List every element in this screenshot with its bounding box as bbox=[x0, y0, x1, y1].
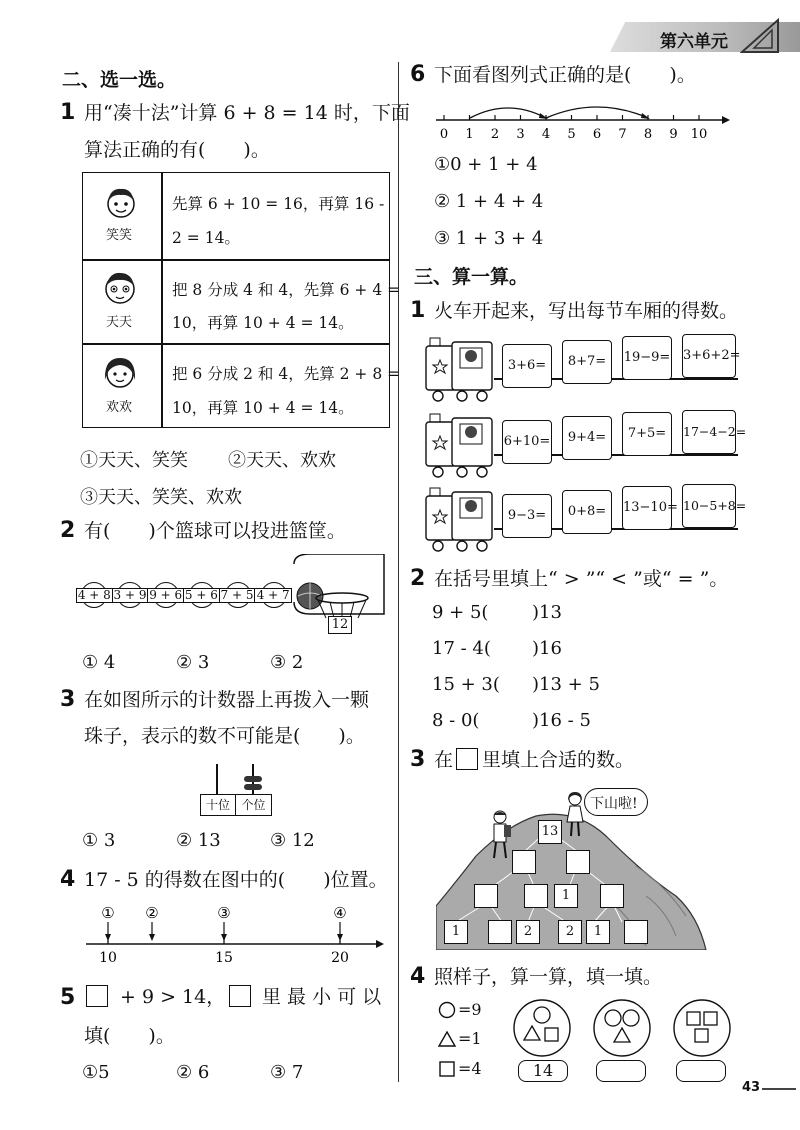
train-car: 9−3= bbox=[502, 494, 552, 538]
ball-expression-strip bbox=[76, 588, 292, 603]
option[interactable]: ② 13 bbox=[176, 830, 221, 851]
option[interactable]: ② 6 bbox=[176, 1062, 210, 1083]
pyramid-box[interactable] bbox=[566, 850, 590, 874]
compare-left: 15 + 3( bbox=[432, 674, 500, 695]
question-text: 照样子，算一算，填一填。 bbox=[434, 966, 663, 988]
ball-expression: 3 + 9 bbox=[113, 588, 147, 602]
method-text: 10，再算 10 + 4 = 14。 bbox=[172, 399, 354, 417]
method-text: 2 = 14。 bbox=[172, 229, 240, 247]
train-car: 3+6= bbox=[502, 344, 552, 388]
question-number: 4 bbox=[60, 867, 76, 892]
ball-expression: 7 + 5 bbox=[220, 588, 254, 602]
legend-value: =1 bbox=[458, 1029, 482, 1048]
legend-value: =4 bbox=[458, 1059, 482, 1078]
train-car: 9+4= bbox=[562, 416, 612, 460]
shape-group-2 bbox=[592, 998, 652, 1058]
answer-box[interactable] bbox=[86, 985, 108, 1007]
option[interactable]: ①5 bbox=[82, 1062, 110, 1083]
tick-label: 10 bbox=[99, 950, 117, 966]
train bbox=[422, 484, 747, 556]
compare-right: )13 bbox=[532, 602, 562, 623]
option[interactable]: ②天天、欢欢 bbox=[228, 450, 336, 471]
question-text: 有( )个篮球可以投进篮筐。 bbox=[84, 520, 346, 542]
option[interactable]: ② 3 bbox=[176, 652, 210, 673]
marker-label: ② bbox=[145, 904, 159, 922]
option[interactable]: ③ 7 bbox=[270, 1062, 304, 1083]
page-number-rule bbox=[762, 1088, 796, 1090]
train-car: 7+5= bbox=[622, 412, 672, 456]
page-number: 43 bbox=[742, 1080, 761, 1095]
pyramid-box[interactable] bbox=[474, 884, 498, 908]
option[interactable]: ③ 2 bbox=[270, 652, 304, 673]
compare-right: )16 - 5 bbox=[532, 710, 591, 731]
place-label-ones: 个位 bbox=[241, 798, 266, 812]
circle-icon bbox=[438, 1001, 456, 1019]
question-number: 1 bbox=[60, 100, 76, 125]
question-text: 里 最 小 可 以 bbox=[262, 986, 382, 1008]
method-text: 10，再算 10 + 4 = 14。 bbox=[172, 314, 354, 332]
question-number: 5 bbox=[60, 985, 76, 1010]
number-line-q6 bbox=[432, 96, 732, 146]
train-car: 10−5+8= bbox=[682, 484, 736, 528]
locomotive bbox=[422, 334, 494, 406]
question-text: 里填上合适的数。 bbox=[482, 749, 635, 771]
question-text: + 9 > 14， bbox=[120, 986, 226, 1008]
train-car: 8+7= bbox=[562, 340, 612, 384]
train bbox=[422, 334, 742, 406]
pyramid-box[interactable] bbox=[488, 920, 512, 944]
compare-left: 9 + 5( bbox=[432, 602, 489, 623]
pyramid-box[interactable] bbox=[512, 850, 536, 874]
compare-right: )16 bbox=[532, 638, 562, 659]
tick-label: 7 bbox=[618, 127, 627, 142]
answer-box-icon bbox=[456, 748, 478, 770]
abacus-bead bbox=[244, 776, 262, 782]
tick-label: 10 bbox=[690, 127, 708, 142]
question-text: 珠子，表示的数不可能是( )。 bbox=[84, 725, 365, 747]
tick-label: 0 bbox=[439, 127, 449, 142]
option[interactable]: ① 4 bbox=[82, 652, 116, 673]
pyramid-box[interactable] bbox=[624, 920, 648, 944]
pyramid-box[interactable] bbox=[600, 884, 624, 908]
kid-name: 天天 bbox=[106, 315, 133, 330]
option[interactable]: ② 1 + 4 + 4 bbox=[434, 191, 544, 212]
hiker-boy-icon bbox=[486, 810, 514, 860]
shape-group-1 bbox=[512, 998, 572, 1058]
question-number: 3 bbox=[410, 747, 426, 772]
question-text: 在 bbox=[434, 749, 454, 771]
unit-title: 第六单元 bbox=[660, 32, 728, 52]
question-number: 2 bbox=[410, 566, 426, 591]
answer-pill[interactable] bbox=[676, 1060, 726, 1082]
question-text: 用“凑十法”计算 6 + 8 = 14 时，下面 bbox=[84, 102, 410, 124]
tick-label: 4 bbox=[541, 127, 551, 142]
question-text: 填( )。 bbox=[84, 1025, 175, 1047]
question-text: 下面看图列式正确的是( )。 bbox=[434, 64, 696, 86]
legend-value: =9 bbox=[458, 1000, 482, 1019]
train-car: 13−10= bbox=[622, 486, 672, 530]
tiantian-avatar bbox=[102, 270, 138, 306]
tick-label: 9 bbox=[669, 127, 678, 142]
option[interactable]: ① 3 bbox=[82, 830, 116, 851]
place-label-tens: 十位 bbox=[201, 795, 236, 815]
question-number: 6 bbox=[410, 62, 426, 87]
tick-label: 2 bbox=[490, 127, 500, 142]
section-title-calc: 三、算一算。 bbox=[414, 266, 529, 288]
question-number: 4 bbox=[410, 964, 426, 989]
locomotive bbox=[422, 410, 494, 482]
method-text: 先算 6 + 10 = 16，再算 16 - bbox=[172, 195, 385, 213]
question-number: 1 bbox=[410, 298, 426, 323]
compare-left: 17 - 4( bbox=[432, 638, 491, 659]
ball-expression: 4 + 8 bbox=[77, 588, 111, 602]
pyramid-box: 2 bbox=[558, 920, 582, 944]
ball-expression: 5 + 6 bbox=[184, 588, 218, 602]
train-car: 19−9= bbox=[622, 336, 672, 380]
ball-expression: 4 + 7 bbox=[256, 588, 290, 602]
speech-text: 下山啦! bbox=[590, 796, 638, 812]
pyramid-box: 1 bbox=[586, 920, 610, 944]
triangle-icon bbox=[438, 1030, 456, 1048]
tick-label: 8 bbox=[643, 127, 653, 142]
train bbox=[422, 410, 747, 482]
option[interactable]: ③ 12 bbox=[270, 830, 315, 851]
tick-label: 6 bbox=[592, 127, 602, 142]
question-text: 在括号里填上“ > ”“ < ”或“ = ”。 bbox=[434, 568, 729, 590]
shape-group-3 bbox=[672, 998, 732, 1058]
compare-right: )13 + 5 bbox=[532, 674, 600, 695]
marker-label: ③ bbox=[217, 904, 231, 922]
tick-label: 1 bbox=[465, 127, 474, 142]
square-icon bbox=[438, 1060, 456, 1078]
option[interactable]: ③ 1 + 3 + 4 bbox=[434, 228, 544, 249]
xiaoxiao-avatar bbox=[104, 186, 138, 220]
tick-label: 5 bbox=[567, 127, 576, 142]
pyramid-box: 2 bbox=[516, 920, 540, 944]
train-car: 6+10= bbox=[502, 420, 552, 464]
section-title-choose: 二、选一选。 bbox=[62, 69, 177, 91]
method-text: 把 6 分成 2 和 4，先算 2 + 8 = bbox=[172, 365, 401, 383]
question-text: 火车开起来，写出每节车厢的得数。 bbox=[434, 300, 739, 322]
tick-label: 20 bbox=[331, 950, 349, 966]
marker-label: ① bbox=[101, 904, 115, 922]
pyramid-box: 1 bbox=[444, 920, 468, 944]
abacus bbox=[200, 764, 272, 820]
train-car: 0+8= bbox=[562, 490, 612, 534]
hoop-label: 12 bbox=[328, 616, 352, 634]
pyramid-box: 13 bbox=[538, 820, 562, 844]
marker-label: ④ bbox=[333, 904, 347, 922]
question-text: 17 - 5 的得数在图中的( )位置。 bbox=[84, 869, 388, 891]
answer-box[interactable] bbox=[229, 985, 251, 1007]
tick-label: 3 bbox=[516, 127, 525, 142]
kid-name: 笑笑 bbox=[106, 228, 133, 243]
answer-pill[interactable]: 14 bbox=[518, 1060, 568, 1082]
option[interactable]: ③天天、笑笑、欢欢 bbox=[80, 487, 242, 508]
question-text: 算法正确的有( )。 bbox=[84, 139, 270, 161]
question-number: 2 bbox=[60, 518, 76, 543]
ball-expression: 9 + 6 bbox=[149, 588, 183, 602]
pyramid-box: 1 bbox=[554, 884, 578, 908]
kid-name: 欢欢 bbox=[106, 400, 133, 415]
pyramid-box[interactable] bbox=[524, 884, 548, 908]
question-number: 3 bbox=[60, 687, 76, 712]
column-divider bbox=[398, 62, 399, 1082]
answer-pill[interactable] bbox=[596, 1060, 646, 1082]
huanhuan-avatar bbox=[102, 354, 138, 392]
number-line-q4 bbox=[80, 900, 390, 970]
compare-left: 8 - 0( bbox=[432, 710, 480, 731]
locomotive bbox=[422, 484, 494, 556]
option[interactable]: ①天天、笑笑 bbox=[80, 450, 188, 471]
method-text: 把 8 分成 4 和 4，先算 6 + 4 = bbox=[172, 281, 401, 299]
tick-label: 15 bbox=[215, 950, 233, 966]
abacus-bead bbox=[244, 784, 262, 790]
basketball-hoop bbox=[290, 554, 390, 624]
question-text: 在如图所示的计数器上再拨入一颗 bbox=[84, 689, 370, 711]
train-car: 3+6+2= bbox=[682, 334, 736, 378]
option[interactable]: ①0 + 1 + 4 bbox=[434, 154, 538, 175]
ruler-triangle-icon bbox=[740, 18, 780, 54]
train-car: 17−4−2= bbox=[682, 410, 736, 454]
